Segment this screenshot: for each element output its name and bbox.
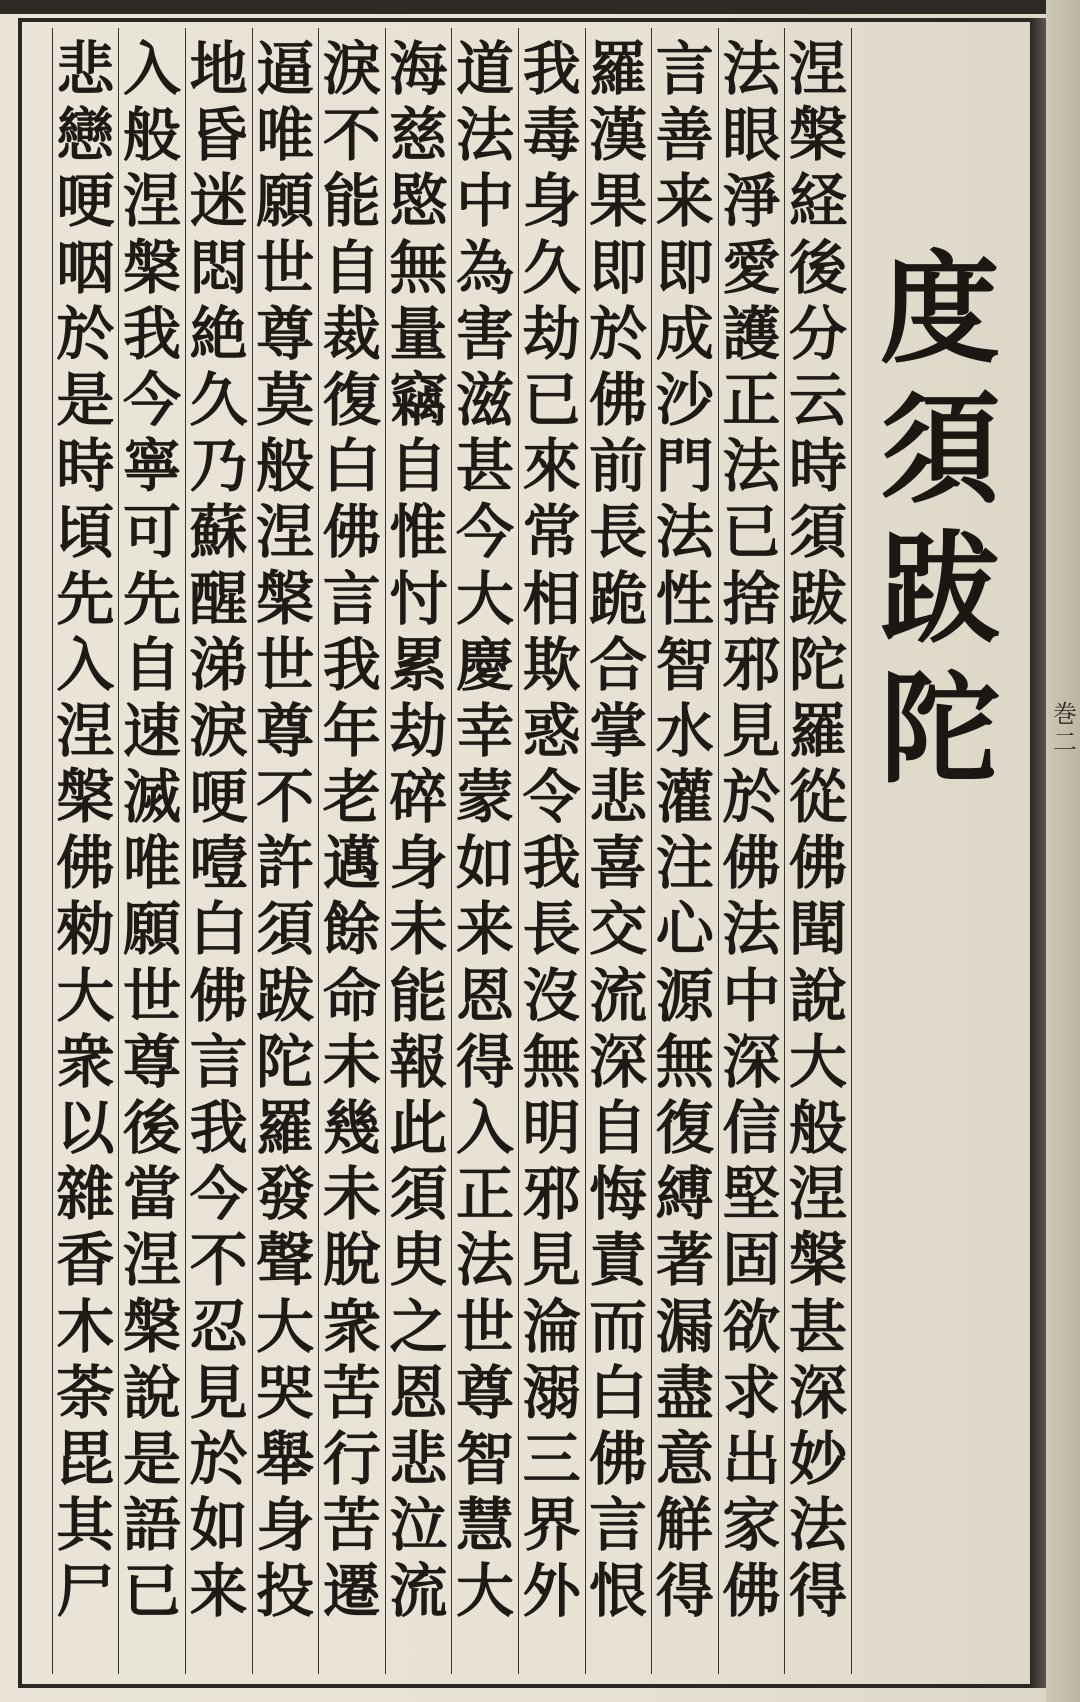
column-rule (585, 28, 586, 1674)
title-char: 陀 (880, 659, 1000, 800)
text-column: 海 慈 愍 無 量 竊 自 惟 忖 累 劫 碎 身 未 能 報 此 須 㬰 之 恩 悲 泣 流 (389, 35, 448, 1626)
text-column: 我 毒 身 久 劫 已 來 常 相 欺 惑 令 我 長 沒 無 明 邪 見 淪 溺 三 界 外 (522, 35, 581, 1626)
column-rule (718, 28, 719, 1674)
column-rule (185, 28, 186, 1674)
column-rule (118, 28, 119, 1674)
column-rule (651, 28, 652, 1674)
title-char: 跋 (880, 519, 1000, 660)
chapter-mark: 巻二 (1053, 700, 1077, 756)
text-column: 道 法 中 為 害 滋 甚 今 大 慶 幸 蒙 如 来 恩 得 入 正 法 世 尊 智 慧 大 (455, 35, 514, 1626)
column-rule (385, 28, 386, 1674)
text-column: 地 昏 迷 悶 絶 久 乃 蘇 醒 涕 淚 哽 噎 白 佛 言 我 今 不 忍 見 於 如 来 (189, 35, 248, 1626)
text-column: 逼 唯 願 世 尊 莫 般 涅 槃 世 尊 不 許 須 跋 陀 羅 發 聲 大 哭 舉 身 投 (256, 35, 315, 1626)
title-char: 須 (880, 379, 1000, 520)
text-column: 涅 槃 経 後 分 云 時 須 跋 陀 羅 從 佛 聞 說 大 般 涅 槃 甚 深 妙 法 得 (788, 35, 847, 1626)
column-rule (518, 28, 519, 1674)
text-column: 羅 漢 果 即 於 佛 前 長 跪 合 掌 悲 喜 交 流 深 自 悔 責 而 白 佛 言 恨 (589, 35, 648, 1626)
text-column: 法 眼 淨 愛 護 正 法 已 捨 邪 見 於 佛 法 中 深 信 堅 固 欲 求 出 家 佛 (722, 35, 781, 1626)
text-column: 悲 戀 哽 咽 於 是 時 頃 先 入 涅 槃 佛 勑 大 衆 以 雜 香 木 荼 毘 其 尸 (56, 35, 115, 1626)
right-border (1030, 18, 1046, 1688)
column-rule (252, 28, 253, 1674)
column-rule (851, 28, 852, 1674)
column-rule (318, 28, 319, 1674)
page-title (880, 240, 1000, 800)
book-spine (1046, 0, 1080, 1702)
column-rule (52, 28, 53, 1674)
text-column: 入 般 涅 槃 我 今 寧 可 先 自 速 滅 唯 願 世 尊 後 當 涅 槃 說 是 語 已 (122, 35, 181, 1626)
top-border (0, 0, 1080, 14)
title-char: 度 (880, 239, 1000, 380)
text-column: 言 善 来 即 成 沙 門 法 性 智 水 灌 注 心 源 無 復 縛 著 漏 盡 意 觧 得 (655, 35, 714, 1626)
column-rule (784, 28, 785, 1674)
text-column: 淚 不 能 自 裁 復 白 佛 言 我 年 老 邁 餘 命 未 幾 未 脫 衆 苦 行 苦 遷 (322, 35, 381, 1626)
column-rule (451, 28, 452, 1674)
